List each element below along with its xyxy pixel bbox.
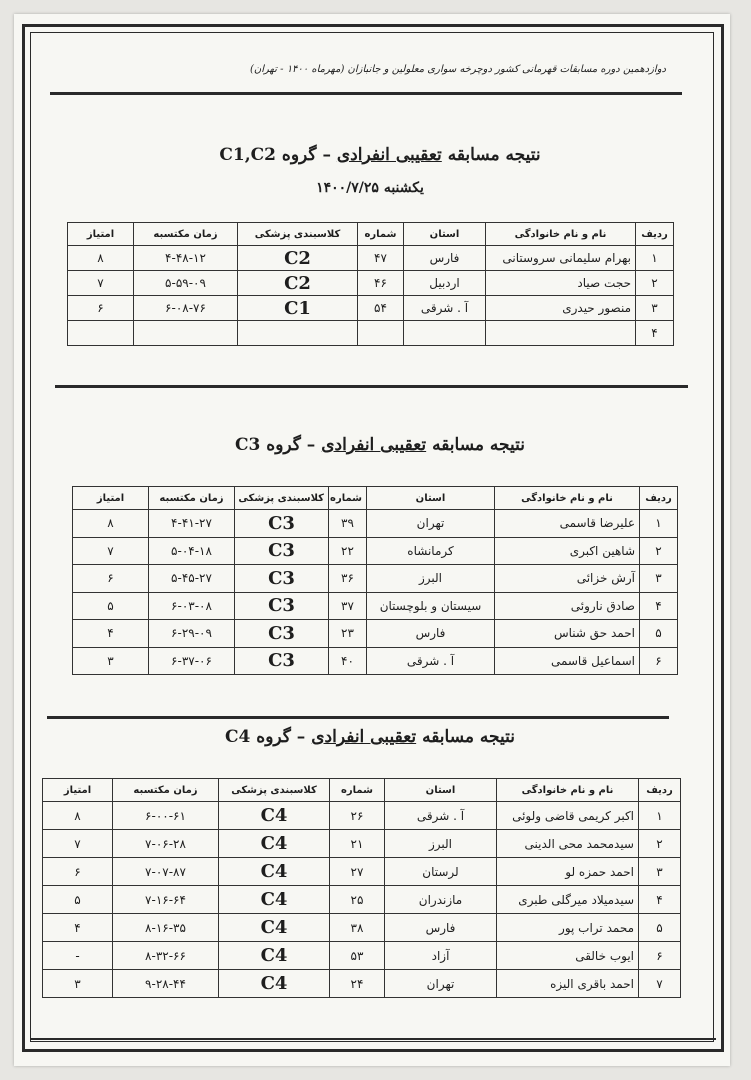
- name-cell: صادق ناروئی: [495, 592, 640, 620]
- points-cell: ۶: [43, 858, 113, 886]
- column-header: نام و نام خانوادگی: [497, 779, 639, 802]
- points-cell: ۴: [73, 620, 149, 648]
- time-cell: ۸-۱۶-۳۵: [113, 914, 219, 942]
- column-header: امتیاز: [68, 223, 134, 246]
- number-cell: ۲۵: [330, 886, 385, 914]
- class-cell: C3: [235, 565, 329, 593]
- section-title: [150, 145, 610, 165]
- table-row: [43, 858, 681, 886]
- name-cell: احمد حمزه لو: [497, 858, 639, 886]
- time-cell: ۸-۳۲-۶۶: [113, 942, 219, 970]
- time-cell: ۶-۳۷-۰۶: [149, 647, 235, 675]
- title-main: تعقیبی انفرادی: [336, 145, 442, 165]
- class-cell: C1: [238, 296, 358, 321]
- table-row: [73, 565, 678, 593]
- points-cell: ۸: [73, 510, 149, 538]
- column-header: زمان مکتسبه: [113, 779, 219, 802]
- class-cell: C4: [219, 830, 330, 858]
- number-cell: ۲۲: [329, 537, 367, 565]
- name-cell: بهرام سلیمانی سروستانی: [486, 246, 636, 271]
- column-header: شماره: [358, 223, 404, 246]
- table-row: [68, 296, 674, 321]
- points-cell: ۳: [43, 970, 113, 998]
- points-cell: ۸: [43, 802, 113, 830]
- time-cell: ۷-۱۶-۶۴: [113, 886, 219, 914]
- province-cell: [404, 321, 486, 346]
- table-header-row: [43, 779, 681, 802]
- title-prefix: نتیجه مسابقه: [432, 435, 525, 455]
- name-cell: شاهین اکبری: [495, 537, 640, 565]
- name-cell: [486, 321, 636, 346]
- points-cell: ۸: [68, 246, 134, 271]
- name-cell: سیدمحمد محی الدینی: [497, 830, 639, 858]
- rank-cell: ۴: [639, 886, 681, 914]
- rank-cell: ۶: [640, 647, 678, 675]
- title-suffix: – گروه C4: [225, 727, 306, 747]
- class-cell: C3: [235, 510, 329, 538]
- class-cell: C4: [219, 970, 330, 998]
- class-cell: C4: [219, 942, 330, 970]
- name-cell: منصور حیدری: [486, 296, 636, 321]
- time-cell: ۵-۴۵-۲۷: [149, 565, 235, 593]
- time-cell: ۵-۰۴-۱۸: [149, 537, 235, 565]
- number-cell: ۴۷: [358, 246, 404, 271]
- rank-cell: ۵: [639, 914, 681, 942]
- column-header: زمان مکتسبه: [134, 223, 238, 246]
- column-header: ردیف: [639, 779, 681, 802]
- number-cell: [358, 321, 404, 346]
- time-cell: ۶-۲۹-۰۹: [149, 620, 235, 648]
- number-cell: ۵۴: [358, 296, 404, 321]
- time-cell: ۷-۰۷-۸۷: [113, 858, 219, 886]
- table-body: [68, 246, 674, 346]
- class-cell: C4: [219, 914, 330, 942]
- rank-cell: ۳: [636, 296, 674, 321]
- time-cell: ۴-۴۸-۱۲: [134, 246, 238, 271]
- column-header: ردیف: [640, 487, 678, 510]
- name-cell: آرش خزائی: [495, 565, 640, 593]
- column-header: کلاسبندی پزشکی: [238, 223, 358, 246]
- rank-cell: ۱: [639, 802, 681, 830]
- number-cell: ۲۷: [330, 858, 385, 886]
- table-row: [73, 647, 678, 675]
- name-cell: اکبر کریمی قاضی ولوئی: [497, 802, 639, 830]
- table-row: [73, 592, 678, 620]
- province-cell: لرستان: [385, 858, 497, 886]
- points-cell: ۶: [68, 296, 134, 321]
- rank-cell: ۵: [640, 620, 678, 648]
- number-cell: ۳۷: [329, 592, 367, 620]
- rank-cell: ۴: [640, 592, 678, 620]
- number-cell: ۲۳: [329, 620, 367, 648]
- table-row: [68, 321, 674, 346]
- points-cell: ۵: [43, 886, 113, 914]
- class-cell: C3: [235, 620, 329, 648]
- table-row: [73, 620, 678, 648]
- column-header: کلاسبندی پزشکی: [219, 779, 330, 802]
- competition-header: دوازدهمین دوره مسابقات قهرمانی کشور دوچرخه سواری معلولین و جانبازان (مهرماه ۱۴۰۰ - تهران): [250, 64, 666, 75]
- time-cell: ۵-۵۹-۰۹: [134, 271, 238, 296]
- name-cell: احمد باقری الیزه: [497, 970, 639, 998]
- section-title: [150, 435, 610, 455]
- time-cell: ۷-۰۶-۲۸: [113, 830, 219, 858]
- name-cell: سیدمیلاد میرگلی طبری: [497, 886, 639, 914]
- rank-cell: ۲: [639, 830, 681, 858]
- province-cell: آ . شرقی: [367, 647, 495, 675]
- title-prefix: نتیجه مسابقه: [422, 727, 515, 747]
- rank-cell: ۲: [636, 271, 674, 296]
- province-cell: فارس: [385, 914, 497, 942]
- table-header-row: [73, 487, 678, 510]
- rank-cell: ۱: [640, 510, 678, 538]
- column-header: نام و نام خانوادگی: [486, 223, 636, 246]
- number-cell: ۲۱: [330, 830, 385, 858]
- rank-cell: ۳: [639, 858, 681, 886]
- table-row: [43, 970, 681, 998]
- table-row: [73, 510, 678, 538]
- province-cell: آزاد: [385, 942, 497, 970]
- table-row: [43, 914, 681, 942]
- column-header: استان: [404, 223, 486, 246]
- time-cell: ۶-۰۰-۶۱: [113, 802, 219, 830]
- table-row: [43, 802, 681, 830]
- rank-cell: ۳: [640, 565, 678, 593]
- title-suffix: – گروه C1,C2: [219, 145, 331, 165]
- name-cell: ایوب خالقی: [497, 942, 639, 970]
- title-main: تعقیبی انفرادی: [321, 435, 427, 455]
- points-cell: [68, 321, 134, 346]
- class-cell: C4: [219, 858, 330, 886]
- title-main: تعقیبی انفرادی: [311, 727, 417, 747]
- column-header: استان: [385, 779, 497, 802]
- class-cell: C3: [235, 537, 329, 565]
- time-cell: ۴-۴۱-۲۷: [149, 510, 235, 538]
- column-header: شماره: [330, 779, 385, 802]
- table-header-row: [68, 223, 674, 246]
- province-cell: سیستان و بلوچستان: [367, 592, 495, 620]
- table-row: [43, 942, 681, 970]
- points-cell: ۷: [43, 830, 113, 858]
- column-header: کلاسبندی پزشکی: [235, 487, 329, 510]
- name-cell: حجت صیاد: [486, 271, 636, 296]
- number-cell: ۲۶: [330, 802, 385, 830]
- table-row: [43, 886, 681, 914]
- province-cell: البرز: [367, 565, 495, 593]
- number-cell: ۴۰: [329, 647, 367, 675]
- table-row: [43, 830, 681, 858]
- class-cell: C4: [219, 886, 330, 914]
- points-cell: -: [43, 942, 113, 970]
- rank-cell: ۶: [639, 942, 681, 970]
- column-header: امتیاز: [43, 779, 113, 802]
- name-cell: محمد تراب پور: [497, 914, 639, 942]
- footer-rule: [30, 1038, 716, 1040]
- time-cell: ۹-۲۸-۴۴: [113, 970, 219, 998]
- class-cell: C3: [235, 592, 329, 620]
- column-header: امتیاز: [73, 487, 149, 510]
- rank-cell: ۴: [636, 321, 674, 346]
- province-cell: آ . شرقی: [385, 802, 497, 830]
- rank-cell: ۷: [639, 970, 681, 998]
- points-cell: ۳: [73, 647, 149, 675]
- section-date: یکشنبه ۱۴۰۰/۷/۲۵: [316, 180, 424, 196]
- name-cell: احمد حق شناس: [495, 620, 640, 648]
- province-cell: مازندران: [385, 886, 497, 914]
- class-cell: [238, 321, 358, 346]
- points-cell: ۷: [73, 537, 149, 565]
- number-cell: ۳۶: [329, 565, 367, 593]
- points-cell: ۵: [73, 592, 149, 620]
- column-header: نام و نام خانوادگی: [495, 487, 640, 510]
- results-table-c4: [42, 778, 681, 998]
- results-table-c1-c2: [67, 222, 674, 346]
- table-body: [73, 510, 678, 675]
- number-cell: ۳۸: [330, 914, 385, 942]
- province-cell: فارس: [367, 620, 495, 648]
- province-cell: البرز: [385, 830, 497, 858]
- province-cell: آ . شرقی: [404, 296, 486, 321]
- table-body: [43, 802, 681, 998]
- number-cell: ۳۹: [329, 510, 367, 538]
- header-rule: [50, 92, 682, 95]
- province-cell: تهران: [385, 970, 497, 998]
- number-cell: ۴۶: [358, 271, 404, 296]
- class-cell: C3: [235, 647, 329, 675]
- class-cell: C4: [219, 802, 330, 830]
- column-header: شماره: [329, 487, 367, 510]
- province-cell: فارس: [404, 246, 486, 271]
- points-cell: ۴: [43, 914, 113, 942]
- class-cell: C2: [238, 271, 358, 296]
- time-cell: ۶-۰۸-۷۶: [134, 296, 238, 321]
- points-cell: ۶: [73, 565, 149, 593]
- section-title: [140, 727, 600, 747]
- column-header: زمان مکتسبه: [149, 487, 235, 510]
- name-cell: علیرضا قاسمی: [495, 510, 640, 538]
- title-prefix: نتیجه مسابقه: [447, 145, 541, 165]
- class-cell: C2: [238, 246, 358, 271]
- number-cell: ۵۳: [330, 942, 385, 970]
- province-cell: اردبیل: [404, 271, 486, 296]
- column-header: استان: [367, 487, 495, 510]
- rank-cell: ۱: [636, 246, 674, 271]
- table-row: [68, 246, 674, 271]
- time-cell: ۶-۰۳-۰۸: [149, 592, 235, 620]
- results-table-c3: [72, 486, 678, 675]
- section-rule: [47, 716, 669, 719]
- points-cell: ۷: [68, 271, 134, 296]
- number-cell: ۲۴: [330, 970, 385, 998]
- time-cell: [134, 321, 238, 346]
- rank-cell: ۲: [640, 537, 678, 565]
- column-header: ردیف: [636, 223, 674, 246]
- name-cell: اسماعیل قاسمی: [495, 647, 640, 675]
- table-row: [68, 271, 674, 296]
- province-cell: تهران: [367, 510, 495, 538]
- table-row: [73, 537, 678, 565]
- province-cell: کرمانشاه: [367, 537, 495, 565]
- section-rule: [55, 385, 688, 388]
- title-suffix: – گروه C3: [235, 435, 316, 455]
